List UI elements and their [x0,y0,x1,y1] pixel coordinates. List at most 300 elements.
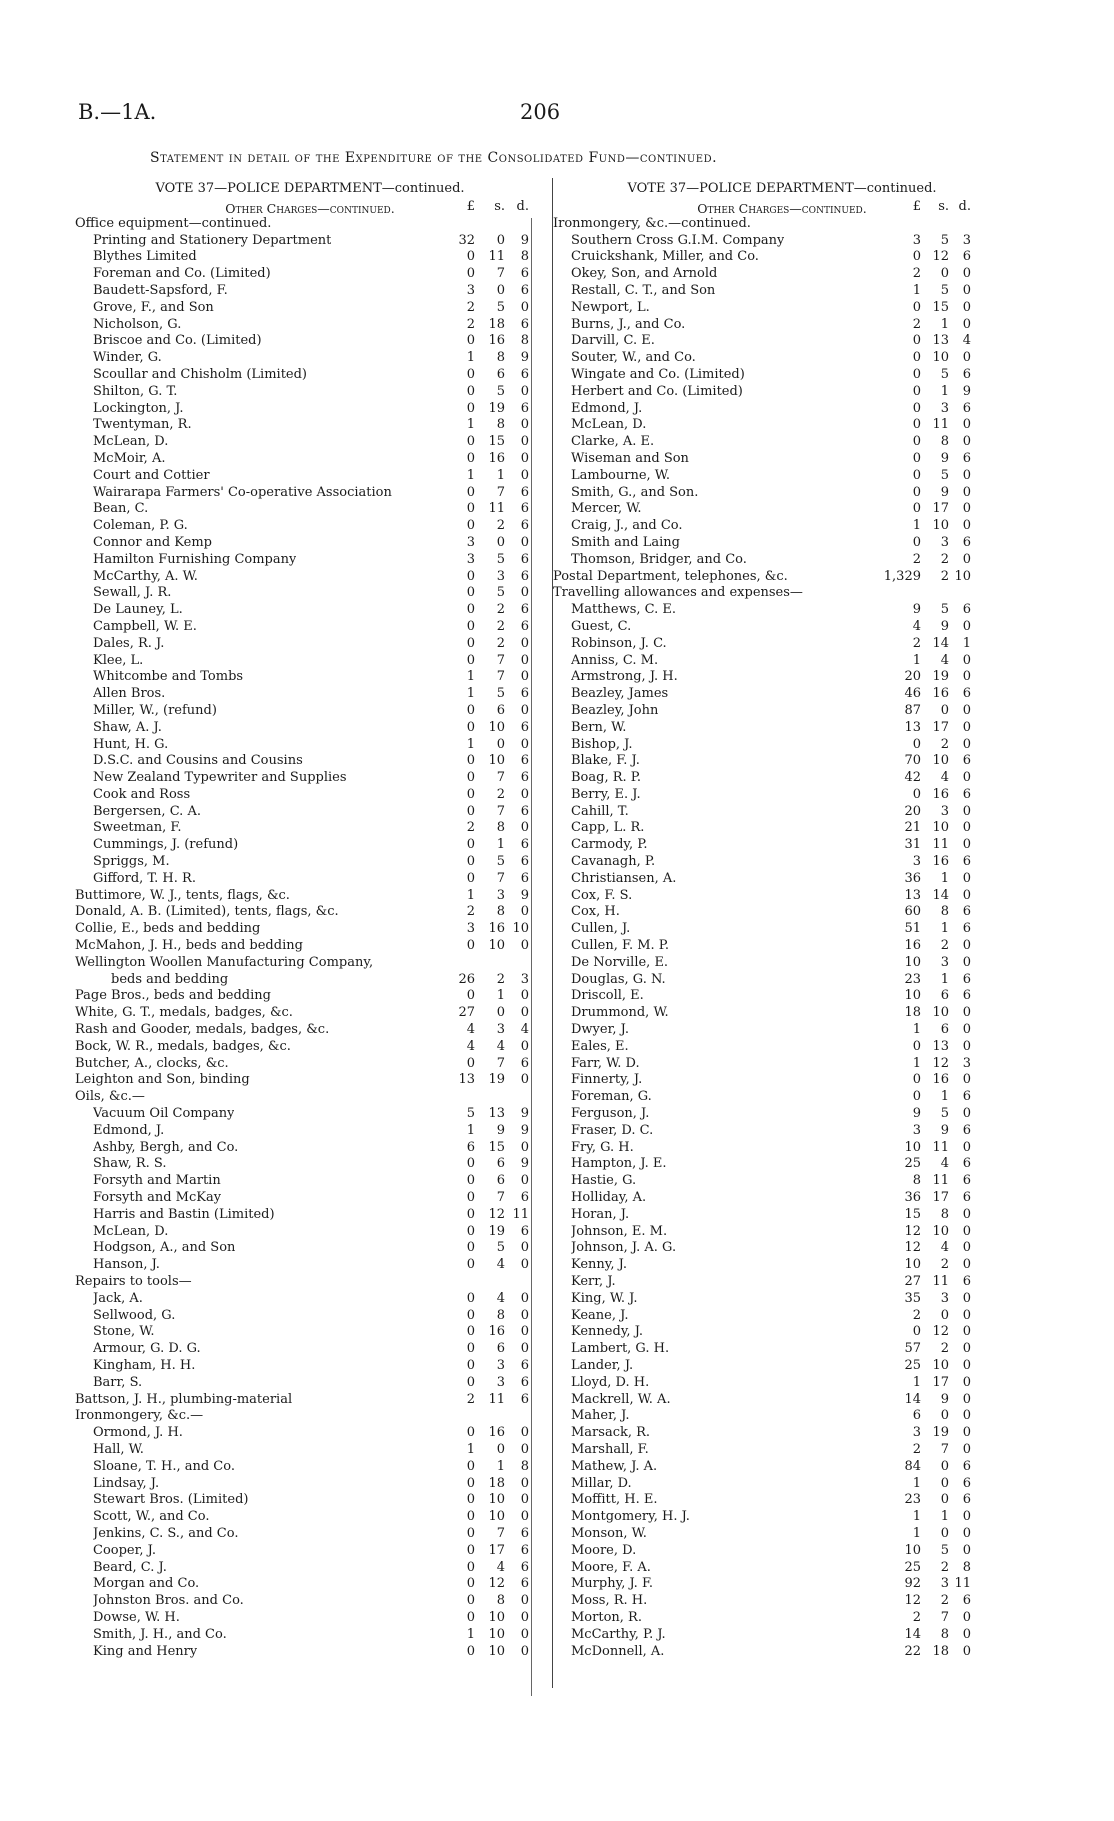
ledger-row [75,1476,545,1493]
pence-value: 3 [520,971,529,987]
pounds-value: 0 [466,1257,475,1273]
payee-label: Fry, G. H. [571,1139,634,1155]
payee-label: Mackrell, W. A. [571,1391,671,1407]
pounds-value: 0 [466,1475,475,1491]
payee-label: Lambert, G. H. [571,1341,670,1357]
payee-label: Lockington, J. [93,400,184,416]
payee-label: Lander, J. [571,1357,634,1373]
shillings-value: 11 [932,1274,949,1289]
payee-label: Drummond, W. [571,1005,669,1021]
pounds-value: 0 [912,484,921,500]
pounds-value: 0 [466,803,475,819]
pounds-value: 6 [466,1139,475,1155]
shillings-value: 16 [932,686,949,702]
pounds-value: 92 [904,1576,921,1592]
ledger-row [553,283,1011,300]
ledger-row [553,737,1011,754]
payee-label: Harris and Bastin (Limited) [93,1206,275,1222]
payee-label: Gifford, T. H. R. [93,870,196,886]
pounds-value: 3 [912,1122,921,1138]
pounds-value: 0 [466,1206,475,1222]
shillings-value: 5 [940,282,949,298]
pence-unit: d. [958,199,971,214]
payee-label: Thomson, Bridger, and Co. [571,551,747,567]
ledger-row [75,300,545,317]
pence-value: 4 [962,333,971,349]
shillings-value: 3 [496,568,505,584]
pounds-value: 0 [466,1542,475,1558]
pence-value: 6 [520,1542,529,1558]
page-number: 206 [520,100,561,124]
pounds-value: 0 [466,854,475,870]
ledger-row [75,1358,545,1375]
shillings-value: 9 [940,1391,949,1407]
pounds-value: 3 [466,921,475,937]
shillings-value: 0 [496,736,505,752]
pounds-value: 21 [904,820,921,836]
pence-value: 0 [962,1206,971,1222]
shillings-value: 8 [496,1593,505,1609]
payee-label: Cruickshank, Miller, and Co. [571,249,759,265]
ledger-row [75,787,545,804]
ledger-row [553,1644,1011,1661]
shillings-value: 8 [496,350,505,366]
ledger-row [75,569,545,586]
pounds-value: 0 [466,1643,475,1659]
shillings-value: 18 [488,1475,505,1491]
pence-value: 0 [962,1509,971,1525]
pence-value: 6 [520,366,529,382]
shillings-value: 15 [488,434,505,450]
pounds-value: 70 [904,753,921,769]
shillings-value: 19 [488,1072,505,1088]
ledger-row [553,552,1011,569]
pounds-value: 8 [912,1173,921,1189]
payee-label: Christiansen, A. [571,870,677,886]
ledger-row [75,1375,545,1392]
payee-label: Wiseman and Son [571,450,689,466]
payee-label: Douglas, G. N. [571,971,666,987]
shillings-value: 13 [932,1038,949,1054]
payee-label: Campbell, W. E. [93,618,197,634]
pounds-value: 0 [466,366,475,382]
payee-label: Matthews, C. E. [571,602,677,618]
shillings-value: 2 [940,1593,949,1609]
payee-label: Oils, &c.— [75,1089,145,1105]
shillings-value: 15 [932,299,949,315]
pence-value: 0 [520,988,529,1004]
ledger-row [553,686,1011,703]
pence-value: 0 [962,1525,971,1541]
pence-value: 6 [962,534,971,550]
pence-value: 0 [962,803,971,819]
pound-unit: £ [912,199,921,214]
ledger-row [553,921,1011,938]
pounds-value: 18 [904,1005,921,1021]
pence-value: 9 [962,383,971,399]
pounds-value: 0 [466,1559,475,1575]
payee-label: Sellwood, G. [93,1307,176,1323]
pounds-value: 2 [912,316,921,332]
payee-label: Briscoe and Co. (Limited) [93,333,262,349]
pounds-value: 0 [912,434,921,450]
ledger-row [553,1207,1011,1224]
pence-value: 0 [962,1408,971,1424]
ledger-row [553,1072,1011,1089]
shillings-value: 11 [488,1391,505,1407]
ledger-row [75,1190,545,1207]
pence-value: 6 [520,1357,529,1373]
pounds-value: 1 [466,736,475,752]
pounds-value: 0 [466,1156,475,1172]
shillings-value: 6 [496,702,505,718]
shillings-value: 5 [496,854,505,870]
shillings-value: 4 [940,1240,949,1256]
shillings-value: 10 [488,1492,505,1508]
ledger-row [75,501,545,518]
pence-value: 6 [520,1525,529,1541]
payee-label: Foreman and Co. (Limited) [93,266,271,282]
shillings-value: 7 [940,1441,949,1457]
payee-label: Klee, L. [93,652,144,668]
ledger-row [75,619,545,636]
pence-value: 6 [520,1374,529,1390]
pence-value: 0 [962,770,971,786]
pence-value: 6 [962,1492,971,1508]
pounds-value: 0 [466,1492,475,1508]
payee-label: Bern, W. [571,719,627,735]
payee-label: Morgan and Co. [93,1576,200,1592]
pounds-value: 0 [912,249,921,265]
shillings-value: 1 [940,870,949,886]
ledger-row [553,585,1011,602]
ledger-row [75,1593,545,1610]
pounds-value: 0 [912,534,921,550]
payee-label: Johnson, E. M. [571,1223,668,1239]
pence-value: 6 [962,971,971,987]
payee-label: Jack, A. [93,1290,143,1306]
pence-value: 6 [520,854,529,870]
pence-value: 0 [520,299,529,315]
ledger-row [75,1392,545,1409]
ledger-row [75,720,545,737]
pounds-value: 0 [466,1425,475,1441]
shillings-value: 10 [932,753,949,769]
ledger-row [75,1089,545,1106]
shillings-value: 2 [496,618,505,634]
shillings-value: 3 [940,400,949,416]
payee-label: Foreman, G. [571,1089,652,1105]
ledger-row [553,1442,1011,1459]
ledger-row [75,1543,545,1560]
pence-value: 0 [962,1425,971,1441]
pence-value: 0 [520,1240,529,1256]
shillings-value: 10 [488,719,505,735]
pounds-value: 25 [904,1559,921,1575]
shilling-unit: s. [938,199,949,214]
shillings-value: 0 [940,702,949,718]
ledger-row [553,938,1011,955]
pounds-value: 0 [466,1357,475,1373]
pounds-value: 3 [912,1425,921,1441]
pence-value: 0 [962,417,971,433]
payee-label: Collie, E., beds and bedding [75,921,261,937]
pounds-value: 0 [466,1525,475,1541]
pence-value: 0 [962,1643,971,1659]
payee-label: Eales, E. [571,1038,629,1054]
pence-value: 0 [962,1223,971,1239]
pence-value: 0 [962,820,971,836]
payee-label: Monson, W. [571,1525,647,1541]
shillings-value: 16 [488,921,505,937]
shillings-value: 10 [488,1609,505,1625]
pence-value: 0 [962,316,971,332]
payee-label: Shilton, G. T. [93,383,178,399]
shillings-value: 3 [940,954,949,970]
pence-value: 0 [962,954,971,970]
payee-label: King, W. J. [571,1290,638,1306]
pounds-value: 10 [904,988,921,1004]
pence-value: 0 [520,736,529,752]
pence-value: 6 [520,602,529,618]
shillings-value: 2 [496,971,505,987]
ledger-row [553,1039,1011,1056]
payee-label: Shaw, A. J. [93,719,162,735]
shillings-value: 0 [496,282,505,298]
payee-label: Cullen, F. M. P. [571,938,670,954]
ledger-row [553,955,1011,972]
ledger-row [553,1627,1011,1644]
pounds-value: 87 [904,702,921,718]
shillings-value: 17 [932,1374,949,1390]
ledger-row [75,753,545,770]
payee-label: McMahon, J. H., beds and bedding [75,938,303,954]
payee-label: Nicholson, G. [93,316,182,332]
shillings-value: 2 [940,568,949,584]
pence-value: 0 [962,1307,971,1323]
ledger-row [75,401,545,418]
ledger-row [75,737,545,754]
shillings-value: 6 [496,1156,505,1172]
ledger-row [75,669,545,686]
pence-value: 0 [962,467,971,483]
ledger-row [75,367,545,384]
shillings-value: 7 [496,652,505,668]
ledger-row [553,1022,1011,1039]
pounds-value: 4 [912,618,921,634]
pounds-value: 3 [466,551,475,567]
shillings-value: 3 [496,1357,505,1373]
pence-value: 11 [512,1206,529,1222]
payee-label: Office equipment—continued. [75,215,272,231]
pounds-value: 1 [466,417,475,433]
shillings-value: 6 [496,366,505,382]
ledger-row [553,1543,1011,1560]
ledger-row [75,653,545,670]
ledger-row [553,787,1011,804]
ledger-row [75,1291,545,1308]
payee-label: Blythes Limited [93,249,197,265]
shillings-value: 12 [488,1576,505,1592]
payee-label: Anniss, C. M. [571,652,659,668]
pence-value: 10 [954,568,971,584]
ledger-row [553,468,1011,485]
shillings-value: 16 [932,786,949,802]
ledger-row [553,1526,1011,1543]
pounds-value: 15 [904,1206,921,1222]
pounds-value: 60 [904,904,921,920]
payee-label: Cox, H. [571,904,620,920]
shillings-value: 8 [496,417,505,433]
pence-value: 0 [962,1005,971,1021]
ledger-row [75,1056,545,1073]
shillings-value: 8 [940,1626,949,1642]
pounds-value: 20 [904,803,921,819]
payee-label: Shaw, R. S. [93,1156,167,1172]
payee-label: Page Bros., beds and bedding [75,988,271,1004]
shillings-value: 9 [940,1122,949,1138]
units-row [75,199,545,216]
payee-label: Driscoll, E. [571,988,644,1004]
payee-label: Robinson, J. C. [571,635,667,651]
ledger-row [75,283,545,300]
pounds-value: 1 [466,1122,475,1138]
pence-value: 6 [520,568,529,584]
ledger-row [553,1123,1011,1140]
pence-value: 0 [962,350,971,366]
pounds-value: 0 [466,618,475,634]
pounds-value: 36 [904,1190,921,1206]
pence-value: 6 [520,501,529,517]
pence-value: 0 [962,938,971,954]
pence-value: 6 [520,400,529,416]
shillings-value: 1 [496,467,505,483]
pounds-value: 10 [904,1542,921,1558]
shillings-value: 10 [932,1357,949,1373]
pence-value: 0 [520,534,529,550]
pounds-value: 1 [912,1055,921,1071]
shillings-value: 13 [932,333,949,349]
payee-label: Souter, W., and Co. [571,350,696,366]
pence-value: 0 [520,1290,529,1306]
shillings-value: 0 [496,232,505,248]
pence-value: 9 [520,887,529,903]
pence-value: 6 [962,1156,971,1172]
ledger-row [75,468,545,485]
payee-label: Cullen, J. [571,921,631,937]
ledger-row [75,1257,545,1274]
payee-label: Newport, L. [571,299,650,315]
ledger-row [75,552,545,569]
shillings-value: 8 [496,820,505,836]
pounds-value: 1 [912,282,921,298]
payee-label: Ferguson, J. [571,1106,650,1122]
pounds-value: 2 [466,820,475,836]
pounds-value: 0 [466,1307,475,1323]
payee-label: Beazley, James [571,686,669,702]
pence-value: 6 [962,602,971,618]
pounds-value: 0 [912,501,921,517]
pounds-value: 25 [904,1156,921,1172]
pence-value: 8 [962,1559,971,1575]
pence-value: 0 [962,1357,971,1373]
shillings-value: 12 [932,249,949,265]
vote-heading: VOTE 37—POLICE DEPARTMENT—continued. [155,181,465,196]
pence-value: 0 [520,1609,529,1625]
pence-value: 0 [962,518,971,534]
ledger-row [553,216,1011,233]
payee-label: Bishop, J. [571,736,633,752]
ledger-row [553,1408,1011,1425]
ledger-row [553,1610,1011,1627]
shillings-value: 16 [932,854,949,870]
ledger-row [75,1442,545,1459]
payee-label: McDonnell, A. [571,1643,665,1659]
pounds-value: 0 [466,786,475,802]
ledger-row [553,1375,1011,1392]
ledger-row [553,1560,1011,1577]
ledger-row [553,1425,1011,1442]
shillings-value: 7 [496,803,505,819]
payee-label: Donald, A. B. (Limited), tents, flags, &c. [75,904,339,920]
payee-label: Dales, R. J. [93,635,165,651]
payee-label: Dwyer, J. [571,1022,629,1038]
payee-label: D.S.C. and Cousins and Cousins [93,753,303,769]
ledger-row [75,1509,545,1526]
ledger-row [75,636,545,653]
shillings-value: 6 [496,1173,505,1189]
pounds-value: 2 [912,551,921,567]
shilling-unit: s. [494,199,505,214]
pence-value: 6 [520,484,529,500]
payee-label: Wingate and Co. (Limited) [571,366,745,382]
pence-value: 0 [962,1341,971,1357]
shillings-value: 0 [940,1458,949,1474]
pounds-value: 4 [466,1022,475,1038]
pounds-value: 0 [466,1324,475,1340]
payee-label: Connor and Kemp [93,534,212,550]
payee-label: Jenkins, C. S., and Co. [93,1525,239,1541]
pounds-value: 1 [466,1626,475,1642]
ledger-row [75,266,545,283]
payee-label: Craig, J., and Co. [571,518,683,534]
ledger-row [75,904,545,921]
shillings-value: 4 [496,1038,505,1054]
shillings-value: 5 [496,383,505,399]
ledger-row [75,1610,545,1627]
shillings-value: 4 [940,1156,949,1172]
pounds-value: 0 [466,400,475,416]
ledger-row [75,350,545,367]
pounds-value: 0 [466,1458,475,1474]
pence-value: 0 [962,1022,971,1038]
payee-label: Capp, L. R. [571,820,645,836]
pounds-value: 0 [466,450,475,466]
pence-value: 6 [520,1391,529,1407]
ledger-row [553,1224,1011,1241]
pounds-value: 0 [466,988,475,1004]
payee-label: Sweetman, F. [93,820,182,836]
pence-value: 6 [520,803,529,819]
pence-value: 0 [962,719,971,735]
pounds-value: 0 [466,1374,475,1390]
shillings-value: 12 [932,1055,949,1071]
shillings-value: 2 [940,938,949,954]
pounds-value: 1,329 [883,568,921,584]
payee-label: Hunt, H. G. [93,736,169,752]
shillings-value: 17 [488,1542,505,1558]
payee-label: Armour, G. D. G. [93,1341,201,1357]
